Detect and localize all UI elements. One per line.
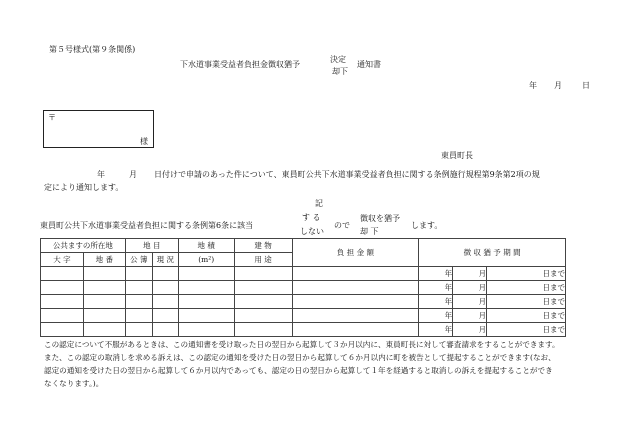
table-row[interactable] xyxy=(41,295,566,309)
period-until: 日まで xyxy=(487,295,566,309)
period-until: 日まで xyxy=(487,267,566,281)
period-year: 年 xyxy=(419,281,453,295)
note-line-1: この認定について不服があるときは、この通知書を受け取った日の翌日から起算して３か月以内に、東員町長に対して審査請求をすることができます。 xyxy=(44,340,560,349)
address-box[interactable] xyxy=(43,110,154,148)
body-line-2: 定により通知します。 xyxy=(44,183,124,192)
period-until: 日まで xyxy=(487,281,566,295)
date-year: 年 xyxy=(529,81,537,90)
details-table xyxy=(40,238,566,337)
note-line-4: なくなります。)。 xyxy=(44,379,104,388)
period-year: 年 xyxy=(419,323,453,337)
header-building: 建 物 xyxy=(234,239,292,253)
issuer: 東員町長 xyxy=(441,151,473,160)
title-prefix: 下水道事業受益者負担金徴収猶予 xyxy=(180,60,300,69)
statement-suffix: します。 xyxy=(411,221,443,230)
body-year: 年 xyxy=(97,170,105,179)
period-until: 日まで xyxy=(487,309,566,323)
title-option-rejected: 却下 xyxy=(332,67,348,76)
date-month: 月 xyxy=(554,81,562,90)
table-row[interactable] xyxy=(41,309,566,323)
statement-action-defer: 徴収を猶予 xyxy=(360,214,400,223)
period-year: 年 xyxy=(419,267,453,281)
statement-prefix: 東員町公共下水道事業受益者負担に関する条例第6条に該当 xyxy=(40,221,254,230)
header-chiban: 地 番 xyxy=(83,253,125,267)
header-aza: 大 字 xyxy=(41,253,84,267)
honorific: 様 xyxy=(140,137,148,146)
header-location: 公共ますの所在地 xyxy=(41,239,126,253)
ki-heading: 記 xyxy=(315,199,323,208)
period-month: 月 xyxy=(453,295,487,309)
note-line-2: また、この認定の取消しを求める訴えは、この認定の通知を受けた日の翌日から起算して６か月以内に町を被告として提起することができます(なお、 xyxy=(44,353,556,362)
body-month: 月 xyxy=(129,170,137,179)
body-line-1: 日付けで申請のあった件について、東員町公共下水道事業受益者負担に関する条例施行規程第9条第2項の規 xyxy=(154,170,540,179)
postal-mark: 〒 xyxy=(48,113,56,122)
header-lot: 地 目 xyxy=(125,239,178,253)
title-option-decided: 決定 xyxy=(330,55,346,64)
period-month: 月 xyxy=(453,323,487,337)
form-number: 第５号様式(第９条関係) xyxy=(49,45,136,54)
title-suffix: 通知書 xyxy=(357,60,381,69)
header-period: 徴 収 猶 予 期 間 xyxy=(419,239,566,267)
header-area: 地 積 xyxy=(178,239,234,253)
header-amount: 負 担 金 額 xyxy=(292,239,419,267)
statement-action-reject: 却 下 xyxy=(360,227,379,236)
period-month: 月 xyxy=(453,309,487,323)
period-year: 年 xyxy=(419,309,453,323)
statement-mid: ので xyxy=(334,221,350,230)
statement-option-applies: す る xyxy=(302,213,321,222)
header-area-unit: (m²) xyxy=(178,253,234,267)
period-month: 月 xyxy=(453,281,487,295)
statement-option-not-applies: しない xyxy=(300,227,324,236)
period-until: 日まで xyxy=(487,323,566,337)
date-day: 日 xyxy=(582,81,590,90)
note-line-3: 認定の通知を受けた日の翌日から起算して６か月以内であっても、認定の日の翌日から起算して１年を経過すると取消しの訴えを提起することができ xyxy=(44,366,553,375)
header-use: 用 途 xyxy=(234,253,292,267)
header-kobo: 公 簿 xyxy=(125,253,152,267)
header-genkyo: 現 況 xyxy=(152,253,178,267)
period-month: 月 xyxy=(453,267,487,281)
table-row[interactable] xyxy=(41,323,566,337)
period-year: 年 xyxy=(419,295,453,309)
table-row[interactable] xyxy=(41,267,566,281)
table-row[interactable] xyxy=(41,281,566,295)
